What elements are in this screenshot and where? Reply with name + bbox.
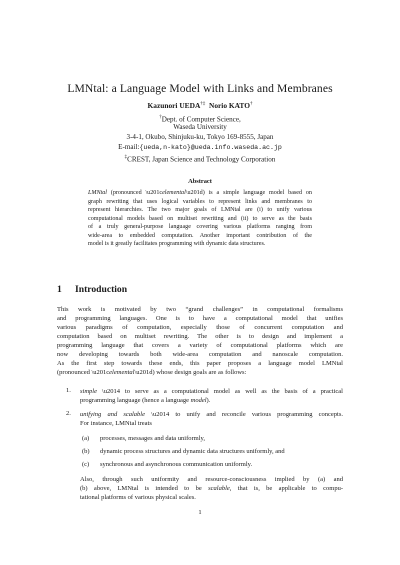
author-line (0, 101, 400, 110)
list-closing-line: (b) above, LMNtal is intended to be scalable, that is, be applicable to compu- (80, 485, 344, 492)
abstract-body (88, 189, 312, 249)
abstract-line: represent hierarchies. The two major goals of LMNtal are (i) to unify various (88, 207, 312, 214)
abstract-line: model is it greatly facilitates programming with dynamic data structures. (88, 241, 266, 248)
list-item-line: For instance, LMNtal treats (80, 420, 152, 427)
body-line: This work is motivated by two “grand challenges” in computational formalisms (57, 306, 343, 313)
abstract-heading: Abstract (188, 178, 212, 185)
page-number: 1 (198, 509, 202, 516)
body-line: computation based on multiset rewriting. The other is to design and implement a (57, 333, 343, 340)
affiliation-email: E-mail:{ueda,n-kato}@ueda.info.waseda.ac.jp (118, 143, 282, 151)
section-title: Introduction (75, 284, 128, 295)
sublist-label: (c) (82, 461, 90, 468)
list-item-line: unifying and scalable \u2014 to unify and reconcile various programming concepts. (80, 411, 344, 418)
affiliation-crest: ‡CREST, Japan Science and Technology Corporation (124, 155, 276, 164)
affiliation-university: Waseda University (173, 123, 227, 131)
list-item-line: simple \u2014 to serve as a computational model as well as the basis of a practical (80, 388, 343, 395)
author-name: Norio KATO (208, 101, 250, 110)
section-heading (57, 284, 127, 295)
section-number: 1 (57, 284, 62, 295)
affiliation-mark: ‡ (124, 155, 128, 160)
affiliation-mark: † (159, 115, 162, 120)
body-line: (pronounced \u201celemental\u201d) whose design goals are as follows: (57, 369, 247, 376)
body-line: programming language that covers a variety of computational platforms which are (57, 342, 343, 349)
affiliation-dept: †Dept. of Computer Science, (159, 115, 241, 124)
abstract-line: LMNtal (pronounced \u201celemental\u201d) is a simple language model based on (88, 190, 312, 196)
list-number: 1. (66, 387, 71, 394)
sublist-text: synchronous and asynchronous communication uniformly. (100, 461, 253, 468)
sublist-text: dynamic process structures and dynamic data structures uniformly, and (100, 448, 285, 455)
body-line: various paradigms of computation, especially those of concurrent computation and (57, 324, 343, 331)
body-line: now developing towards both wide-area computation and nanoscale computation. (57, 351, 343, 358)
body-line: and programming languages. One is to have a computational model that unifies (57, 315, 343, 322)
body-line: As the first step towards these ends, this paper proposes a language model LMNtal (57, 360, 343, 367)
list-closing-line: tational platforms of various physical scales. (80, 494, 196, 501)
email-address: {ueda,n-kato}@ueda.info.waseda.ac.jp (139, 144, 282, 151)
abstract-line: wide-area to embedded computation. Another important contribution of the (88, 232, 312, 239)
list-item-line: programming language (hence a language model). (80, 397, 211, 404)
author-affiliation-mark: † (249, 101, 253, 107)
abstract-line: of a truly general-purpose language covering various platforms ranging from (88, 224, 312, 231)
abstract-line: graph rewriting that uses logical variables to represent links and membranes to (88, 198, 312, 205)
sublist-label: (a) (82, 435, 90, 442)
affiliation-address: 3-4-1, Okubo, Shinjuku-ku, Tokyo 169-8555, Japan (126, 133, 274, 141)
sublist-text: processes, messages and data uniformly, (100, 435, 205, 442)
list-closing-line: Also, through such uniformity and resource-consciousness implied by (a) and (80, 476, 343, 483)
paper-title: LMNtal: a Language Model with Links and Membranes (67, 82, 333, 95)
author-name: Kazunori UEDA (147, 101, 201, 110)
list-number: 2. (66, 410, 71, 417)
author-affiliation-mark: †‡ (200, 101, 206, 107)
sublist-label: (b) (82, 448, 90, 455)
abstract-line: computational models based on multiset rewriting and (ii) to serve as the basis (88, 215, 312, 222)
